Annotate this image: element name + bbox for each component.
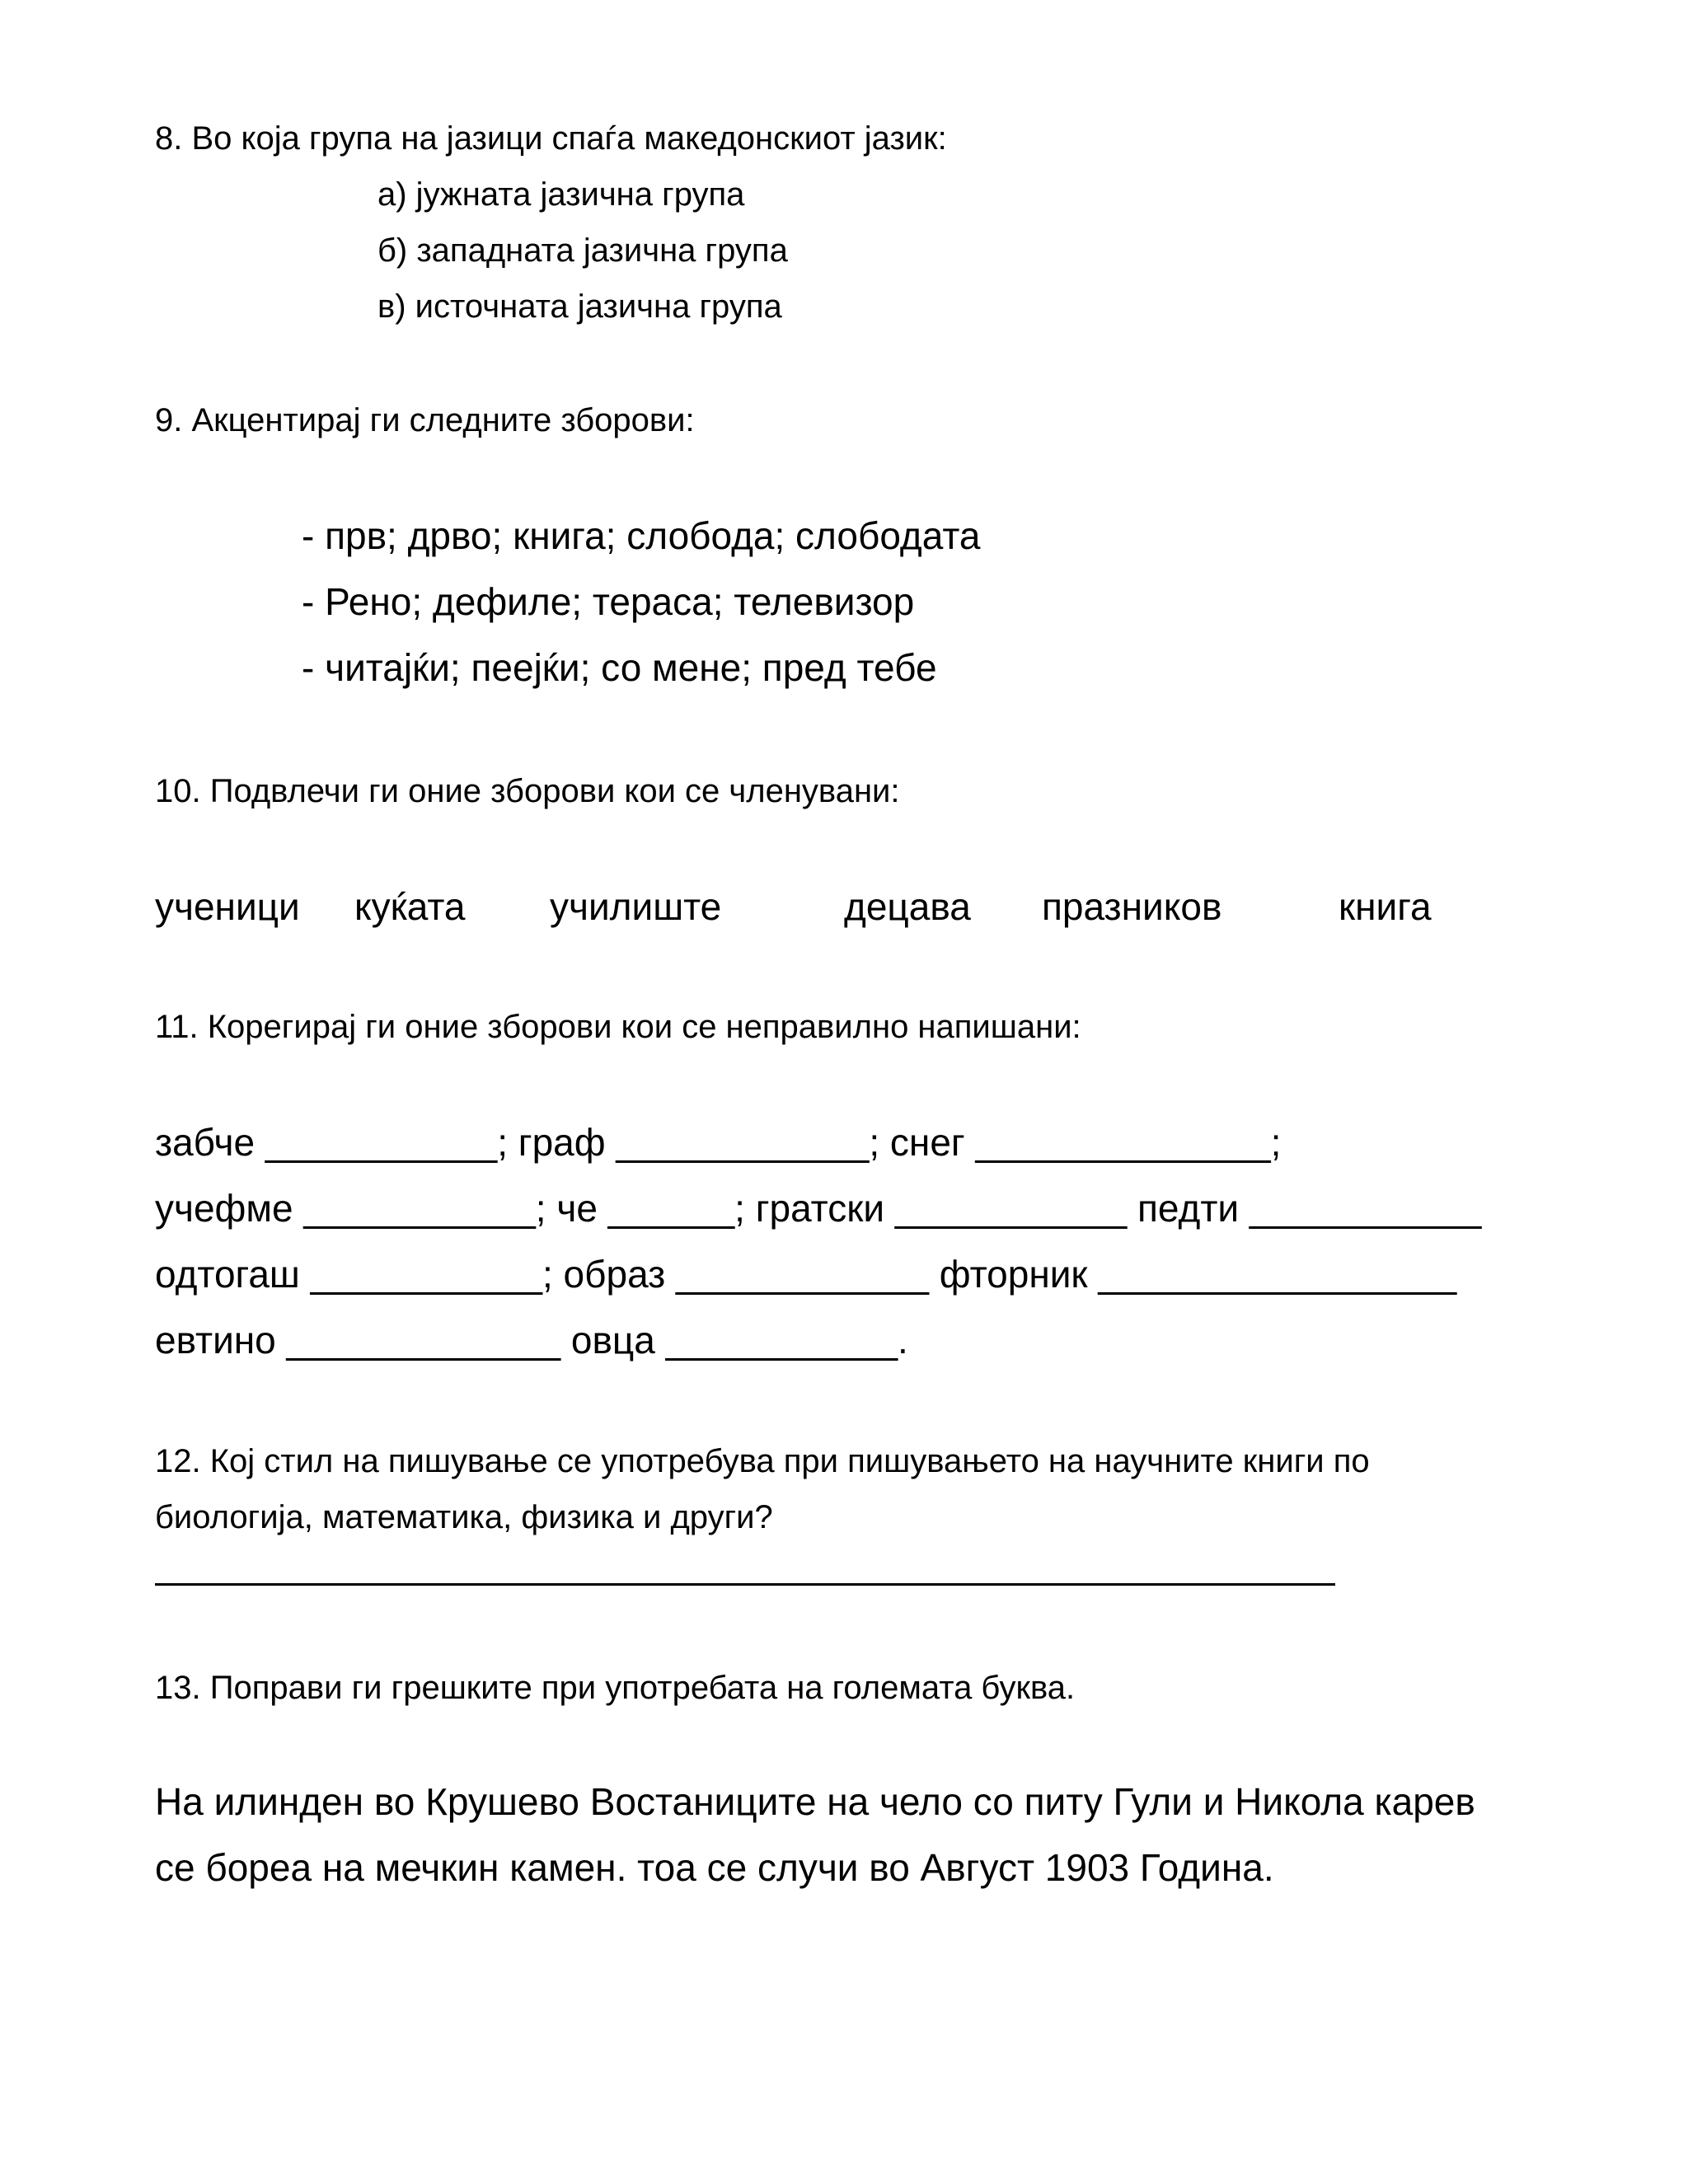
q8-option-c: в) источната јазична група [377,288,782,325]
q10-word-5: празников [1042,885,1222,928]
q11-line-1: забче ___________; граф ____________; снег ______________; [155,1121,1282,1164]
q11-line-4: евтино _____________ овца ___________. [155,1319,908,1361]
q10-word-6: книга [1339,885,1432,928]
q9-word-line-3: - читајќи; пеејќи; со мене; пред тебе [302,646,937,689]
q11-line-3: одтогаш ___________; образ ____________ фторник _________________ [155,1253,1457,1296]
question-13: 13. Поправи ги грешките при употребата на големата буква. [155,1670,1076,1706]
question-9: 9. Акцентирај ги следните зборови: [155,402,695,438]
question-10: 10. Подвлечи ги оние зборови кои се членувани: [155,773,900,809]
q13-text-line-2: се бореа на мечкин камен. тоа се случи во Август 1903 Година. [155,1846,1274,1889]
q10-word-2: куќата [354,885,466,928]
q9-word-line-2: - Рено; дефиле; тераса; телевизор [302,580,915,623]
q8-option-a: а) јужната јазична група [377,176,745,213]
q8-option-b: б) западната јазична група [377,232,788,269]
q10-word-4: децава [844,885,971,928]
question-8: 8. Во која група на јазици спаѓа македонскиот јазик: [155,120,947,157]
q10-word-3: училиште [550,885,722,928]
question-12-line-1: 12. Кој стил на пишување се употребува при пишувањето на научните книги по [155,1443,1370,1479]
q10-word-1: ученици [155,885,300,928]
q12-answer-line [155,1583,1335,1586]
question-11: 11. Корегирај ги оние зборови кои се неправилно напишани: [155,1009,1081,1045]
q13-text-line-1: На илинден во Крушево Востаниците на чело со питу Гули и Никола карев [155,1780,1475,1823]
question-12-line-2: биологија, математика, физика и други? [155,1499,773,1535]
q11-line-2: учефме ___________; че ______; гратски ___________ педти ___________ [155,1187,1482,1230]
q9-word-line-1: - прв; дрво; книга; слобода; слободата [302,514,981,557]
